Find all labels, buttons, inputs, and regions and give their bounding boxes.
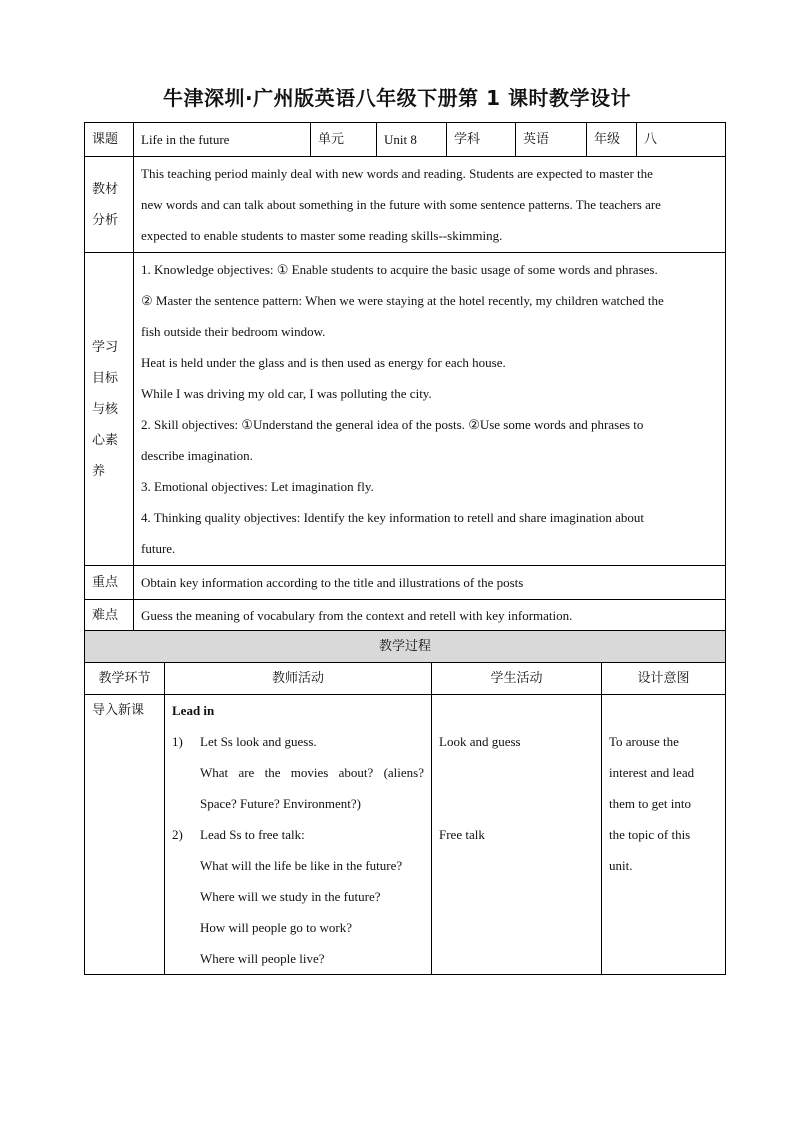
lesson-info-table xyxy=(84,122,726,632)
objectives-row xyxy=(85,253,726,566)
objectives-text: 1. Knowledge objectives: ① Enable students to acquire the basic usage of some words and phrases. ② Master the sentence pattern: When we were staying at the hotel recently, my children watched the fish outside their bedroom window. Heat is held under the glass and is then used as energy for each house. While I was driving my old car, I was polluting the city. 2. Skill objectives: ①Understand the general idea of the posts. ②Use some words and phrases to describe imagination. 3. Emotional objectives: Let imagination fly. 4. Thinking quality objectives: Identify the key information to retell and share imagination about future. xyxy=(134,253,726,566)
difficult-point-row xyxy=(85,600,726,632)
analysis-label: 教材 分析 xyxy=(85,157,134,253)
unit-label: 单元 xyxy=(311,123,377,157)
key-point-row xyxy=(85,566,726,600)
process-row xyxy=(85,695,726,975)
stage-name: 导入新课 xyxy=(85,695,165,975)
process-heading: 教学过程 xyxy=(85,631,726,663)
lead-in-heading: Lead in xyxy=(172,703,215,718)
process-header-row xyxy=(85,663,726,695)
step-2: 2) Lead Ss to free talk: xyxy=(172,827,305,842)
header-stage: 教学环节 xyxy=(85,663,165,695)
step-1: 1) Let Ss look and guess. xyxy=(172,734,317,749)
page-title: 牛津深圳·广州版英语八年级下册第 1 课时教学设计 xyxy=(163,86,631,110)
analysis-row xyxy=(85,157,726,253)
header-teacher: 教师活动 xyxy=(165,663,432,695)
header-student: 学生活动 xyxy=(432,663,602,695)
subject-label: 学科 xyxy=(447,123,516,157)
key-point-label: 重点 xyxy=(85,566,134,600)
info-row xyxy=(85,123,726,157)
teacher-activity: Lead in 1) Let Ss look and guess. What are the movies about? (aliens? Space? Future? Environment?) 2) Lead Ss to free talk: What will the life be like in the future? Where will we study in the future? How will people go to work? Where will people live? xyxy=(165,695,432,975)
subject-value: 英语 xyxy=(516,123,587,157)
unit-value: Unit 8 xyxy=(377,123,447,157)
difficult-point-label: 难点 xyxy=(85,600,134,632)
topic-value: Life in the future xyxy=(134,123,311,157)
grade-value: 八 xyxy=(637,123,726,157)
student-activity: Look and guess Free talk xyxy=(432,695,602,975)
analysis-text: This teaching period mainly deal with new words and reading. Students are expected to master the new words and can talk about something in the future with some sentence patterns. The teachers are expected to enable students to master some reading skills--skimming. xyxy=(134,157,726,253)
key-point-value: Obtain key information according to the title and illustrations of the posts xyxy=(134,566,726,600)
difficult-point-value: Guess the meaning of vocabulary from the context and retell with key information. xyxy=(134,600,726,632)
objectives-label: 学习 目标 与核 心素 养 xyxy=(85,253,134,566)
header-intent: 设计意图 xyxy=(602,663,726,695)
design-intent: To arouse the interest and lead them to get into the topic of this unit. xyxy=(602,695,726,975)
topic-label: 课题 xyxy=(85,123,134,157)
grade-label: 年级 xyxy=(587,123,637,157)
teaching-process-table xyxy=(84,630,726,975)
